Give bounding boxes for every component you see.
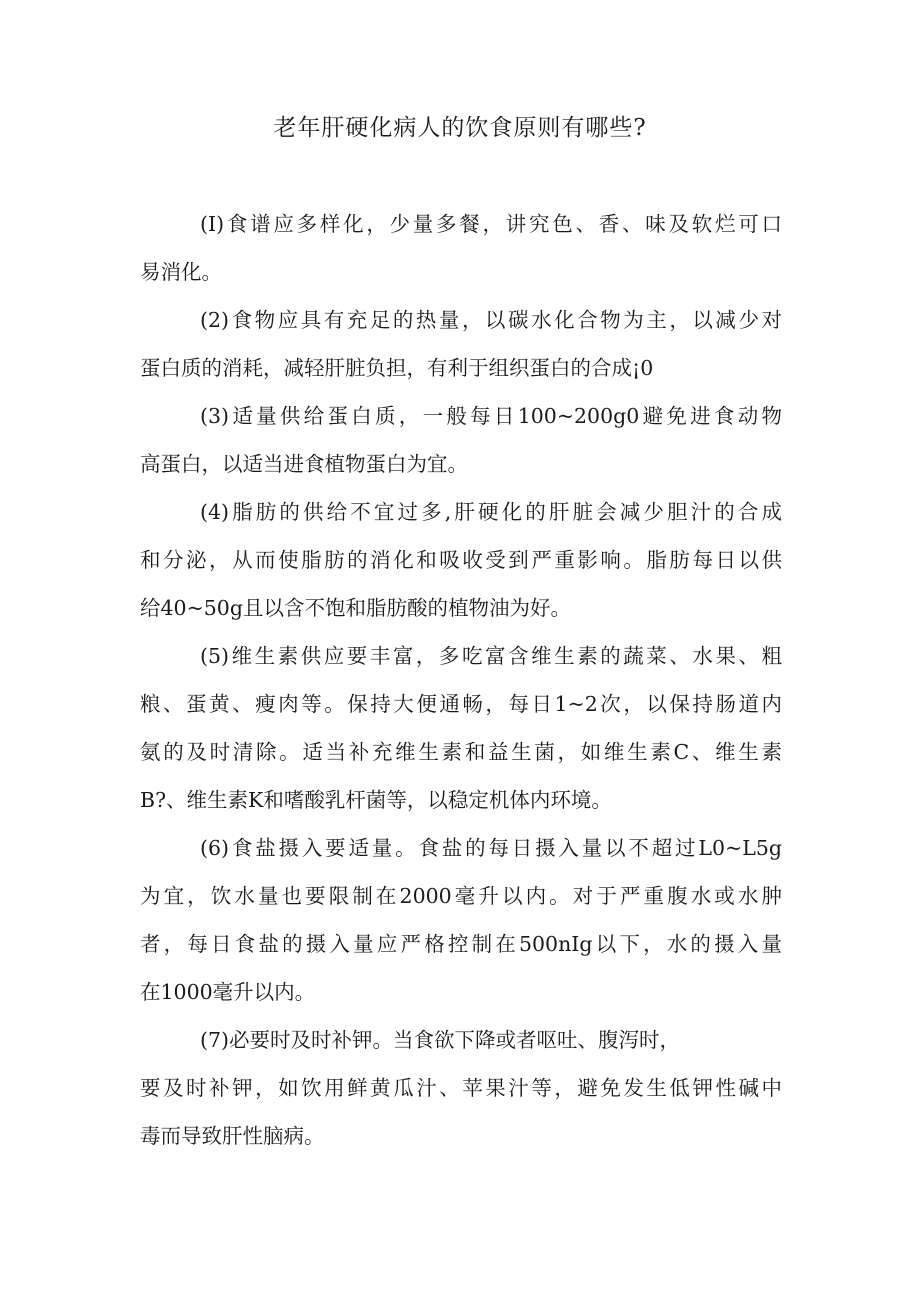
- paragraph-line: 高蛋白，以适当进食植物蛋白为宜。: [140, 452, 468, 476]
- paragraph-line: B?、维生素K和嗜酸乳杆菌等，以稳定机体内环境。: [140, 788, 612, 812]
- paragraph-3: [140, 392, 782, 488]
- paragraph-5: [140, 632, 782, 824]
- paragraph-line: 为宜，饮水量也要限制在2000毫升以内。对于严重腹水或水肿: [140, 884, 782, 908]
- paragraph-7: [140, 1016, 782, 1160]
- document-body: [140, 200, 782, 1160]
- paragraph-line: 粮、蛋黄、瘦肉等。保持大便通畅，每日1~2次，以保持肠道内: [140, 692, 782, 716]
- paragraph-line: 蛋白质的消耗，减轻肝脏负担，有利于组织蛋白的合成¡0: [140, 356, 654, 380]
- paragraph-line: (7)必要时及时补钾。当食欲下降或者呕吐、腹泻时，: [200, 1028, 681, 1052]
- paragraph-line: 要及时补钾，如饮用鲜黄瓜汁、苹果汁等，避免发生低钾性碱中: [140, 1076, 782, 1100]
- paragraph-line: (2)食物应具有充足的热量，以碳水化合物为主，以减少对: [200, 308, 782, 332]
- paragraph-line: 毒而导致肝性脑病。: [140, 1124, 325, 1148]
- paragraph-line: (5)维生素供应要丰富，多吃富含维生素的蔬菜、水果、粗: [200, 644, 782, 668]
- paragraph-line: 者，每日食盐的摄入量应严格控制在500nIg以下，水的摄入量: [140, 932, 782, 956]
- paragraph-line: 氨的及时清除。适当补充维生素和益生菌，如维生素C、维生素: [140, 740, 782, 764]
- paragraph-line: 易消化。: [140, 260, 222, 284]
- paragraph-line: (3)适量供给蛋白质，一般每日100~200g0避免进食动物: [200, 404, 782, 428]
- paragraph-line: (6)食盐摄入要适量。食盐的每日摄入量以不超过L0~L5g: [200, 836, 782, 860]
- paragraph-4: [140, 488, 782, 632]
- paragraph-line: (4)脂肪的供给不宜过多,肝硬化的肝脏会减少胆汁的合成: [200, 500, 782, 524]
- paragraph-6: [140, 824, 782, 1016]
- page-title: 老年肝硬化病人的饮食原则有哪些?: [273, 115, 647, 141]
- paragraph-line: (I)食谱应多样化，少量多餐，讲究色、香、味及软烂可口: [200, 212, 782, 236]
- paragraph-line: 和分泌，从而使脂肪的消化和吸收受到严重影响。脂肪每日以供: [140, 548, 782, 572]
- paragraph-line: 给40~50g且以含不饱和脂肪酸的植物油为好。: [140, 596, 571, 620]
- paragraph-line: 在1000毫升以内。: [140, 980, 316, 1004]
- paragraph-1: [140, 200, 782, 296]
- paragraph-2: [140, 296, 782, 392]
